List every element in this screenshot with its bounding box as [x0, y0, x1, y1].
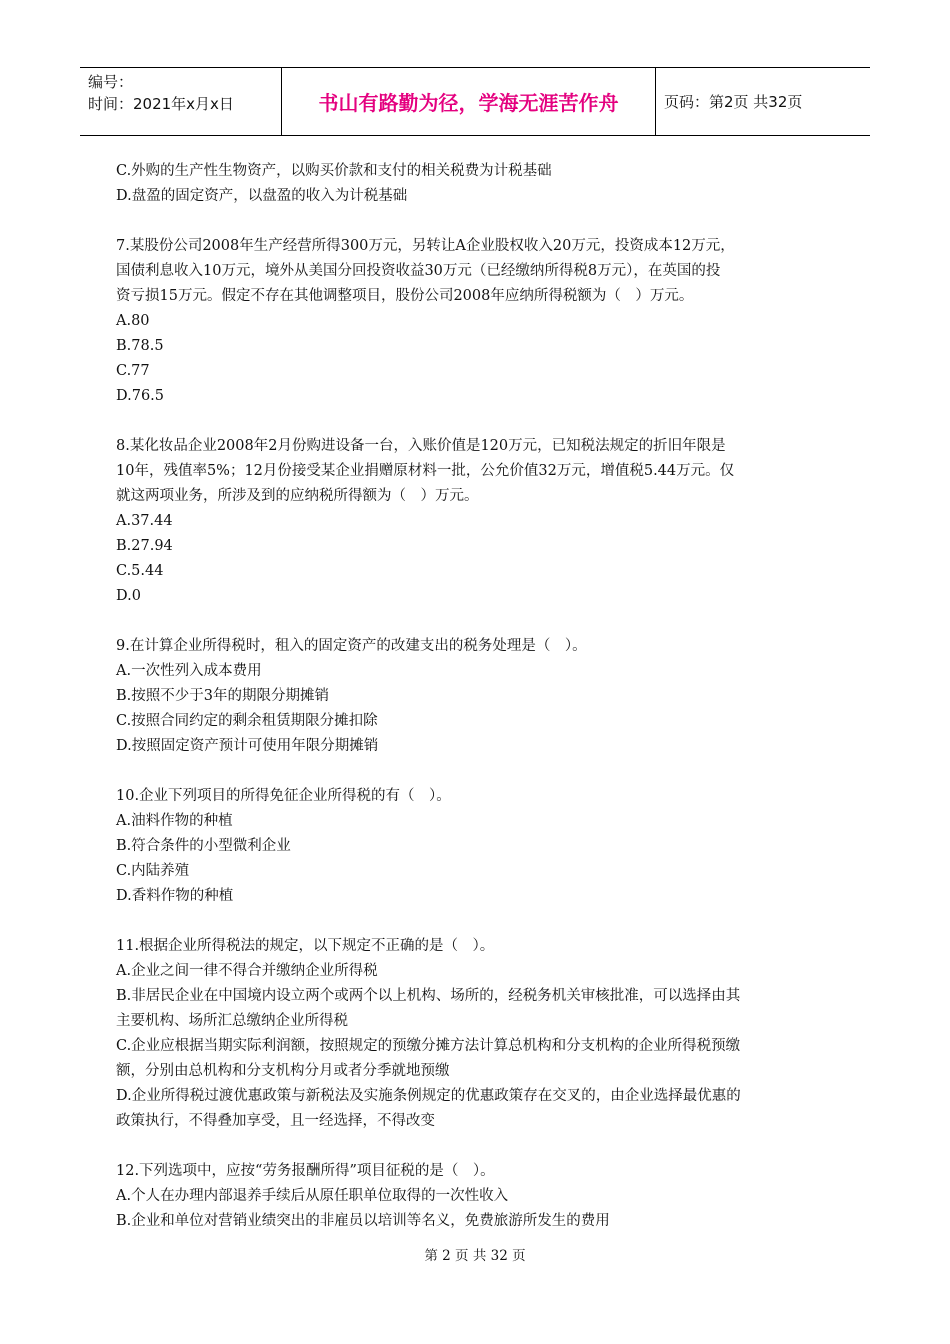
text-line: 10.企业下列项目的所得免征企业所得税的有（ ）。 — [116, 788, 451, 804]
text-line: C.内陆养殖 — [116, 863, 190, 879]
text-line: C.外购的生产性生物资产，以购买价款和支付的相关税费为计税基础 — [116, 163, 552, 179]
document-body — [116, 159, 841, 1234]
text-line: D.盘盈的固定资产，以盘盈的收入为计税基础 — [116, 188, 408, 204]
text-line: 7.某股份公司2008年生产经营所得300万元，另转让A企业股权收入20万元，投资成本12万元， — [116, 238, 735, 254]
text-line: D.香料作物的种植 — [116, 888, 234, 904]
text-line: A.个人在办理内部退养手续后从原任职单位取得的一次性收入 — [116, 1188, 509, 1204]
page-footer: 第 2 页 共 32 页 — [424, 1248, 526, 1264]
text-line: 政策执行，不得叠加享受，且一经选择，不得改变 — [116, 1113, 435, 1129]
paragraph-gap — [116, 909, 841, 934]
text-line: D.76.5 — [116, 388, 165, 404]
text-line: 主要机构、场所汇总缴纳企业所得税 — [116, 1013, 348, 1029]
text-line: B.企业和单位对营销业绩突出的非雇员以培训等名义，免费旅游所发生的费用 — [116, 1213, 610, 1229]
text-line: D.0 — [116, 588, 141, 604]
document-number-label: 编号： — [88, 73, 134, 91]
page-header — [80, 67, 870, 136]
text-line: C.5.44 — [116, 563, 164, 579]
text-line: B.27.94 — [116, 538, 173, 554]
paragraph-gap — [116, 409, 841, 434]
paragraph-gap — [116, 609, 841, 634]
text-line: 11.根据企业所得税法的规定，以下规定不正确的是（ ）。 — [116, 938, 495, 954]
text-line: C.77 — [116, 363, 150, 379]
text-line: B.按照不少于3年的期限分期摊销 — [116, 688, 329, 704]
text-line: 8.某化妆品企业2008年2月份购进设备一台，入账价值是120万元，已知税法规定的折旧年限是 — [116, 438, 726, 454]
text-line: D.按照固定资产预计可使用年限分期摊销 — [116, 738, 379, 754]
text-line: 就这两项业务，所涉及到的应纳税所得额为（ ）万元。 — [116, 488, 479, 504]
text-line: 国债利息收入10万元，境外从美国分回投资收益30万元（已经缴纳所得税8万元），在英国的投 — [116, 263, 721, 279]
text-line: B.符合条件的小型微利企业 — [116, 838, 291, 854]
header-meta — [80, 68, 282, 135]
text-line: A.一次性列入成本费用 — [116, 663, 262, 679]
text-line: D.企业所得税过渡优惠政策与新税法及实施条例规定的优惠政策存在交叉的，由企业选择最优惠的 — [116, 1088, 741, 1104]
paragraph-gap — [116, 209, 841, 234]
text-line: A.80 — [116, 313, 150, 329]
text-line: C.企业应根据当期实际利润额，按照规定的预缴分摊方法计算总机构和分支机构的企业所得税预缴 — [116, 1038, 741, 1054]
text-line: 9.在计算企业所得税时，租入的固定资产的改建支出的税务处理是（ ）。 — [116, 638, 587, 654]
paragraph-gap — [116, 1134, 841, 1159]
text-line: 12.下列选项中，应按“劳务报酬所得”项目征税的是（ ）。 — [116, 1163, 495, 1179]
header-page-number: 页码：第2页 共32页 — [664, 93, 803, 111]
text-line: A.企业之间一律不得合并缴纳企业所得税 — [116, 963, 378, 979]
text-line: C.按照合同约定的剩余租赁期限分摊扣除 — [116, 713, 378, 729]
text-line: 10年，残值率5%；12月份接受某企业捐赠原材料一批，公允价值32万元，增值税5.44万元。仅 — [116, 463, 735, 479]
text-line: 额，分别由总机构和分支机构分月或者分季就地预缴 — [116, 1063, 450, 1079]
text-line: A.油料作物的种植 — [116, 813, 233, 829]
text-line: A.37.44 — [116, 513, 173, 529]
paragraph-gap — [116, 759, 841, 784]
document-date: 时间：2021年x月x日 — [88, 95, 234, 113]
text-line: B.78.5 — [116, 338, 164, 354]
text-line: 资亏损15万元。假定不存在其他调整项目，股份公司2008年应纳所得税额为（ ）万元。 — [116, 288, 694, 304]
text-line: B.非居民企业在中国境内设立两个或两个以上机构、场所的，经税务机关审核批准，可以选择由其 — [116, 988, 741, 1004]
header-motto: 书山有路勤为径，学海无涯苦作舟 — [282, 68, 656, 135]
